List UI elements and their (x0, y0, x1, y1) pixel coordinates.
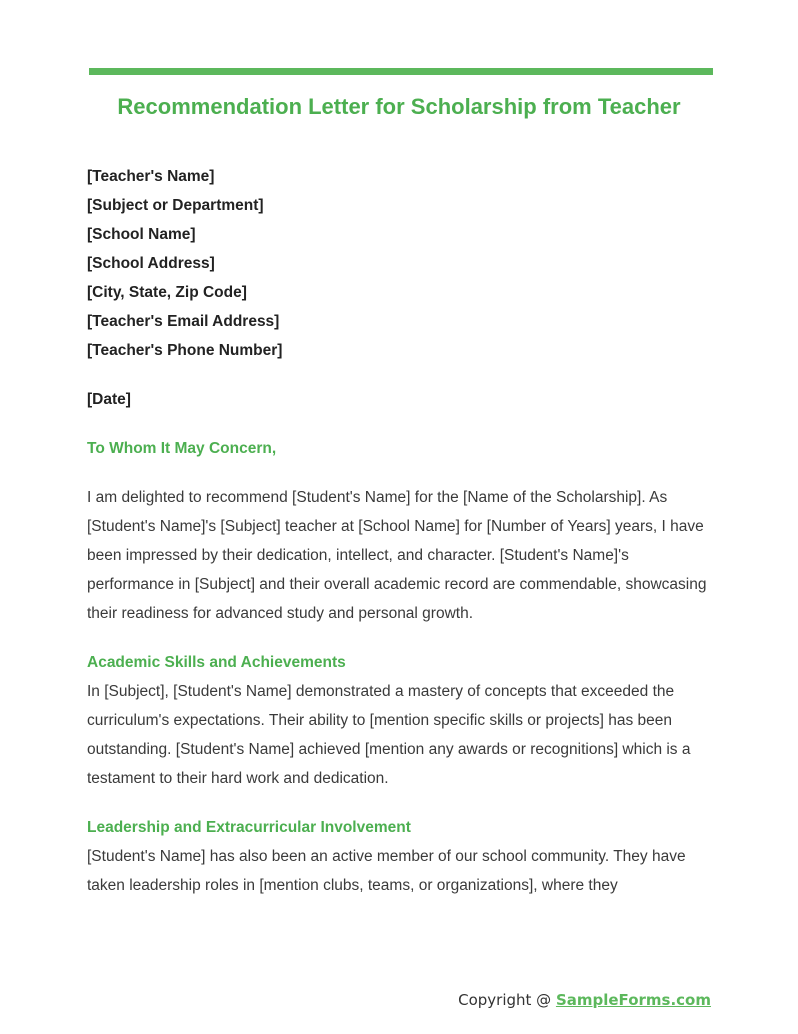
sender-teacher-name: [Teacher's Name] (87, 168, 215, 185)
page-title: Recommendation Letter for Scholarship from Teacher (117, 94, 681, 119)
letter-body (87, 162, 717, 900)
salutation: To Whom It May Concern, (87, 440, 277, 457)
section-body-academic: In [Subject], [Student's Name] demonstrated a mastery of concepts that exceeded the curriculum's expectations. Their ability to [mention specific skills or projects] has been outstanding. [Student's Name] achieved [mention any awards or recognitions] which is a testament to their hard work and dedication. (87, 683, 691, 787)
sender-phone: [Teacher's Phone Number] (87, 342, 283, 359)
copyright-footer (458, 991, 711, 1009)
section-heading-leadership: Leadership and Extracurricular Involvement (87, 819, 411, 836)
top-accent-bar (89, 68, 713, 75)
sender-email: [Teacher's Email Address] (87, 313, 280, 330)
intro-paragraph: I am delighted to recommend [Student's Name] for the [Name of the Scholarship]. As [Student's Name]'s [Subject] teacher at [School Name] for [Number of Years] years, I have been impressed by their dedication, intellect, and character. [Student's Name]'s performance in [Subject] and their overall academic record are commendable, showcasing their readiness for advanced study and personal growth. (87, 489, 707, 622)
section-body-leadership: [Student's Name] has also been an active member of our school community. They have taken leadership roles in [mention clubs, teams, or organizations], where they (87, 848, 686, 894)
copyright-prefix: Copyright @ (458, 991, 556, 1009)
sender-block (87, 162, 717, 365)
sender-school-name: [School Name] (87, 226, 196, 243)
sender-subject: [Subject or Department] (87, 197, 264, 214)
sender-school-address: [School Address] (87, 255, 215, 272)
letter-date: [Date] (87, 391, 131, 408)
brand-link[interactable]: SampleForms.com (555, 991, 711, 1009)
sender-city-state-zip: [City, State, Zip Code] (87, 284, 247, 301)
section-heading-academic: Academic Skills and Achievements (87, 654, 346, 671)
